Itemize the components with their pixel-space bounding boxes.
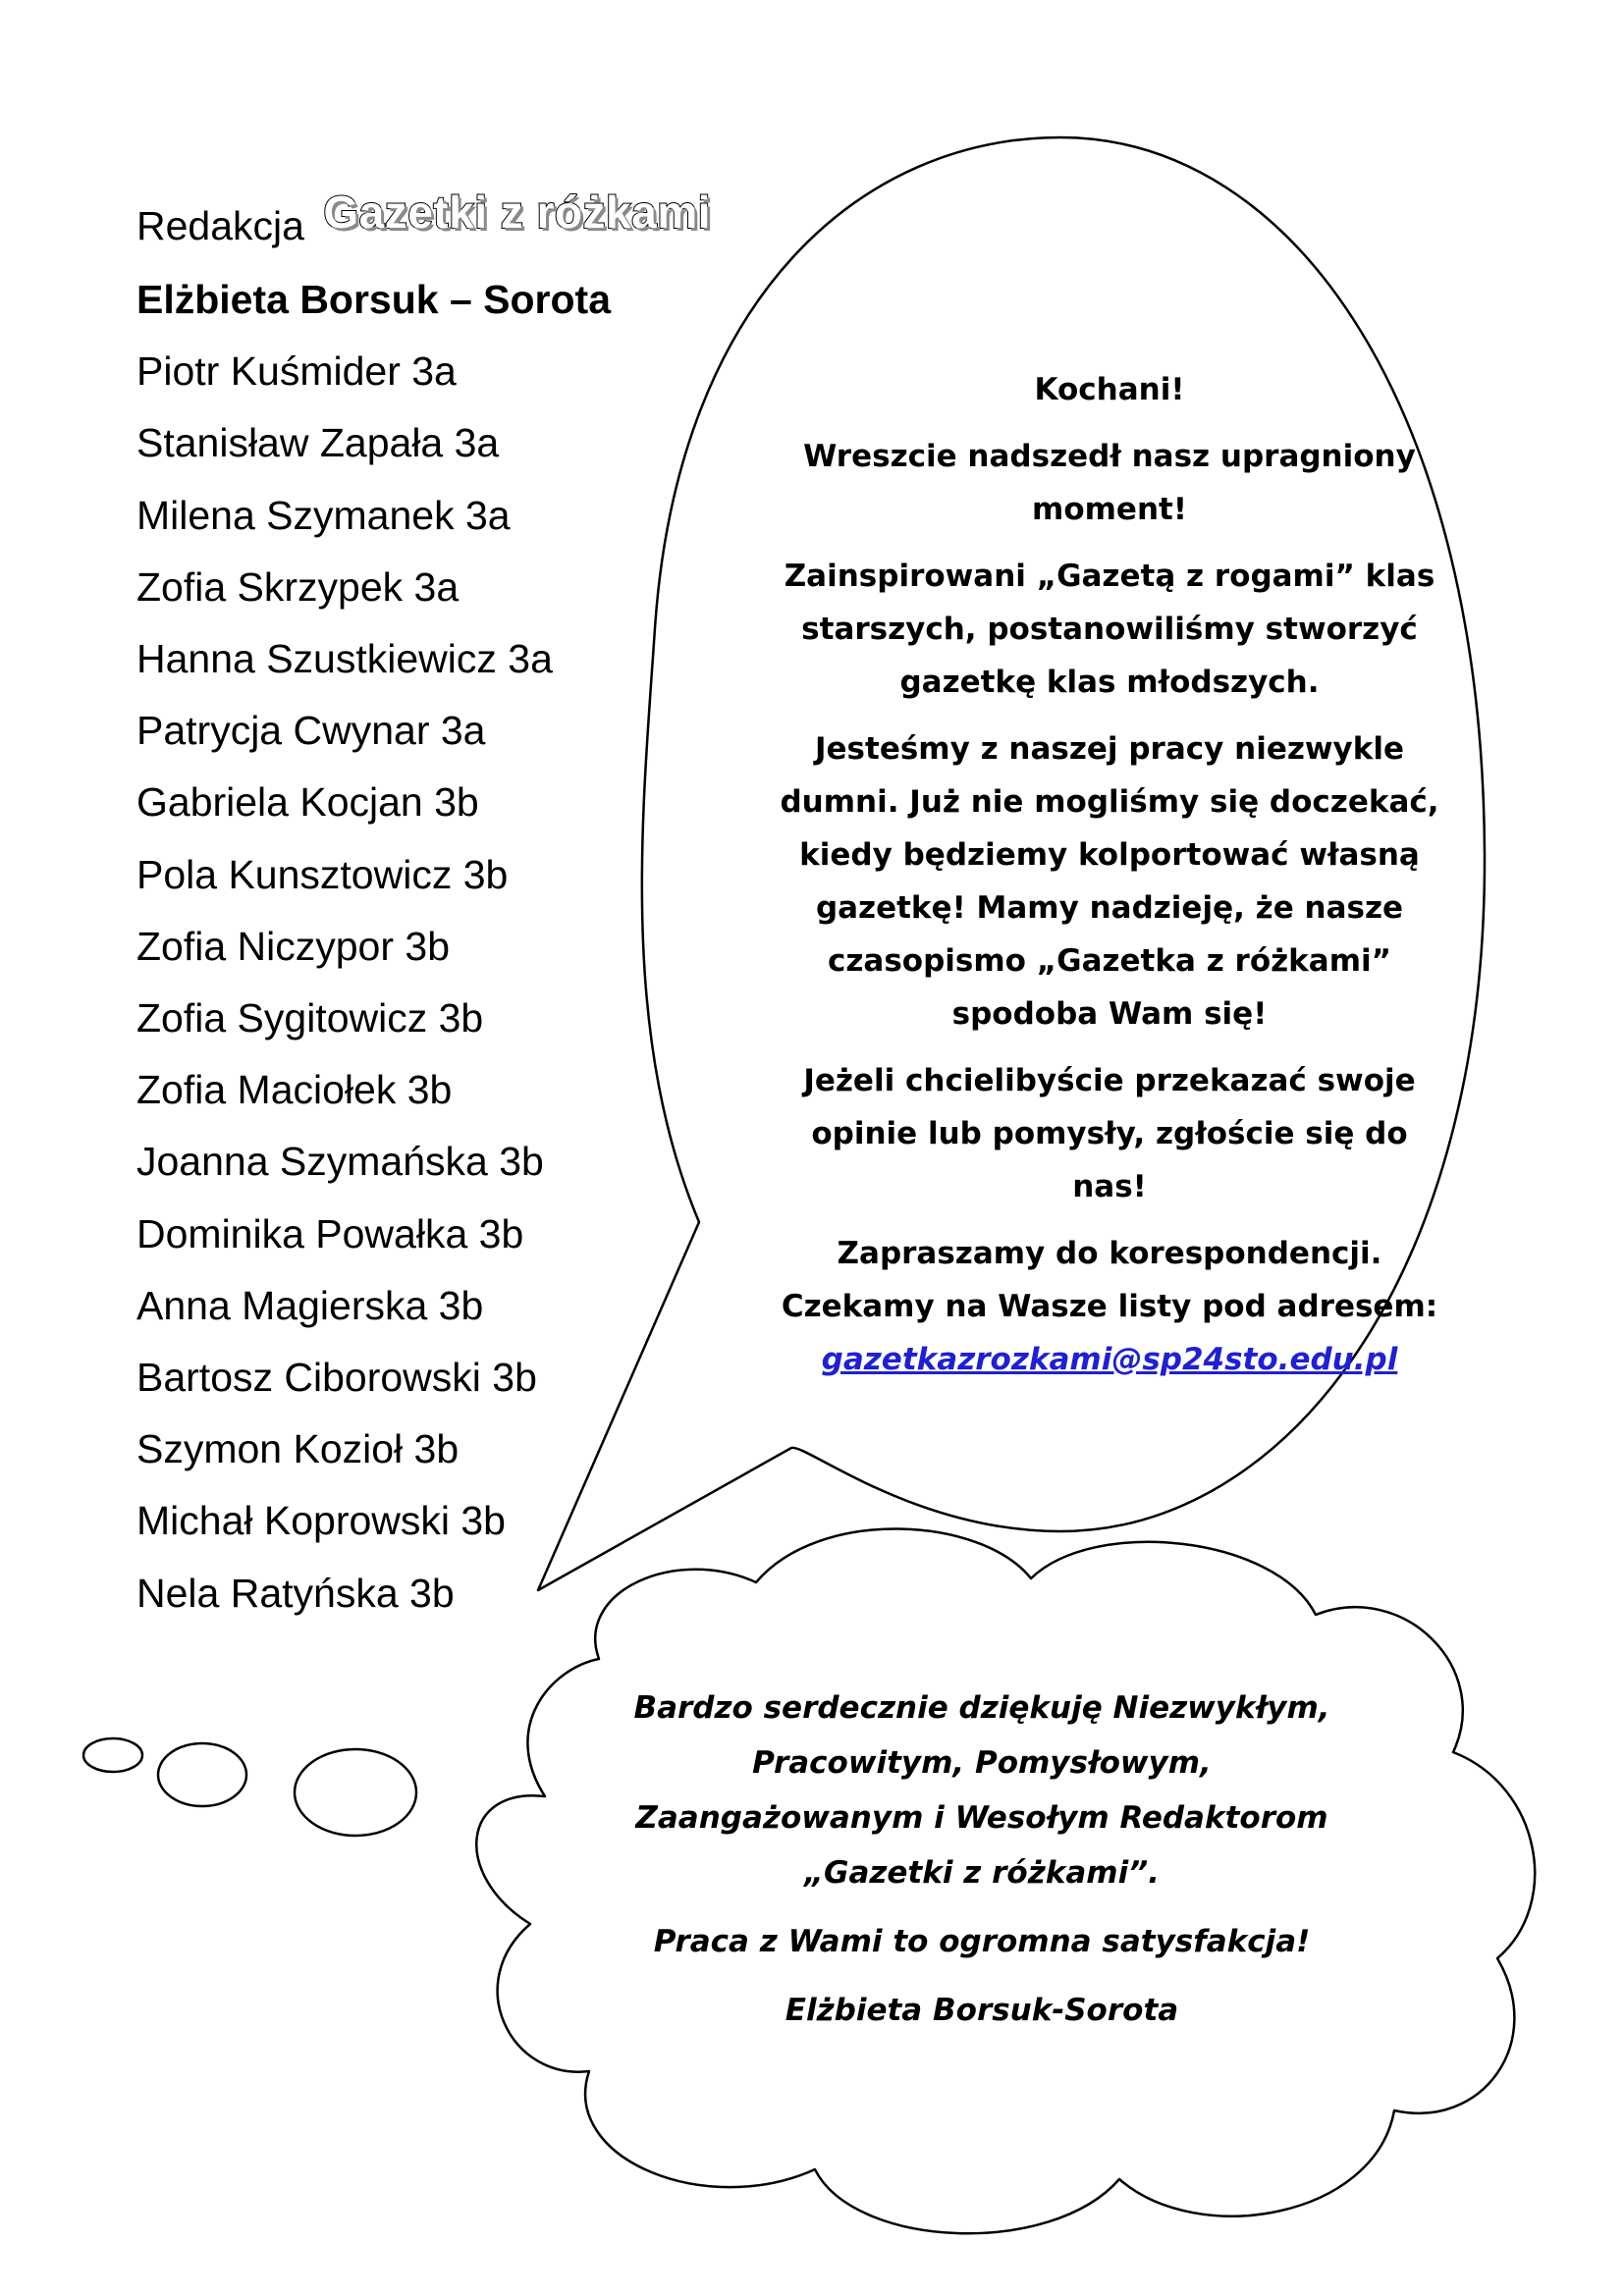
staff-member: Piotr Kuśmider 3a xyxy=(136,348,457,395)
staff-list xyxy=(136,264,611,1629)
staff-member: Zofia Maciołek 3b xyxy=(136,1067,453,1113)
thought-dot-medium xyxy=(158,1743,246,1806)
staff-member: Szymon Kozioł 3b xyxy=(136,1426,460,1472)
staff-member: Nela Ratyńska 3b xyxy=(136,1570,455,1616)
welcome-greeting: Kochani! xyxy=(1034,372,1185,407)
contact-paragraph xyxy=(776,1227,1443,1386)
email-link[interactable]: gazetkazrozkami@sp24sto.edu.pl xyxy=(821,1342,1398,1377)
staff-heading xyxy=(136,187,711,257)
staff-heading-label: Redakcja xyxy=(136,203,304,248)
staff-member: Michał Koprowski 3b xyxy=(136,1498,506,1544)
thank-you-message xyxy=(609,1681,1355,2052)
staff-member: Pola Kunsztowicz 3b xyxy=(136,851,509,897)
welcome-message xyxy=(776,363,1443,1386)
thank-you-paragraph: Bardzo serdecznie dziękuję Niezwykłym, Pracowitym, Pomysłowym, Zaangażowanym i Wesołym Redaktorom „Gazetki z różkami”. xyxy=(633,1690,1330,1891)
staff-member: Zofia Niczypor 3b xyxy=(136,923,451,969)
welcome-paragraph: Jeżeli chcielibyście przekazać swoje opinie lub pomysły, zgłoście się do nas! xyxy=(803,1063,1416,1204)
signature: Elżbieta Borsuk-Sorota xyxy=(785,1993,1179,2028)
staff-member: Bartosz Ciborowski 3b xyxy=(136,1355,537,1401)
staff-member: Stanisław Zapała 3a xyxy=(136,420,500,466)
satisfaction-line: Praca z Wami to ogromna satysfakcja! xyxy=(653,1924,1311,1959)
thought-dot-small xyxy=(83,1738,142,1772)
welcome-paragraph: Jesteśmy z naszej pracy niezwykle dumni. Już nie mogliśmy się doczekać, kiedy będziemy kolportować własną gazetkę! Mamy nadzieję, że nasze czasopismo „Gazetka z różkami” spodoba Wam się! xyxy=(780,731,1439,1032)
staff-member: Zofia Skrzypek 3a xyxy=(136,563,460,610)
staff-member: Zofia Sygitowicz 3b xyxy=(136,995,484,1041)
contact-instructions: Czekamy na Wasze listy pod adresem: xyxy=(781,1289,1438,1324)
welcome-paragraph: Zainspirowani „Gazetą z rogami” klas starszych, postanowiliśmy stworzyć gazetkę klas młodszych. xyxy=(784,559,1435,700)
staff-member: Anna Magierska 3b xyxy=(136,1282,484,1328)
welcome-paragraph: Wreszcie nadszedł nasz upragniony moment! xyxy=(803,439,1416,527)
staff-member: Hanna Szustkiewicz 3a xyxy=(136,636,553,682)
contact-invitation: Zapraszamy do korespondencji. xyxy=(837,1236,1382,1271)
thought-dot-large xyxy=(295,1749,416,1836)
staff-member: Gabriela Kocjan 3b xyxy=(136,779,479,826)
masthead-title: Gazetki z różkami xyxy=(323,187,711,238)
staff-member: Dominika Powałka 3b xyxy=(136,1210,524,1256)
staff-member: Milena Szymanek 3a xyxy=(136,492,511,538)
staff-member: Patrycja Cwynar 3a xyxy=(136,708,486,754)
staff-member: Joanna Szymańska 3b xyxy=(136,1139,544,1185)
staff-editor-in-chief: Elżbieta Borsuk – Sorota xyxy=(136,277,612,322)
